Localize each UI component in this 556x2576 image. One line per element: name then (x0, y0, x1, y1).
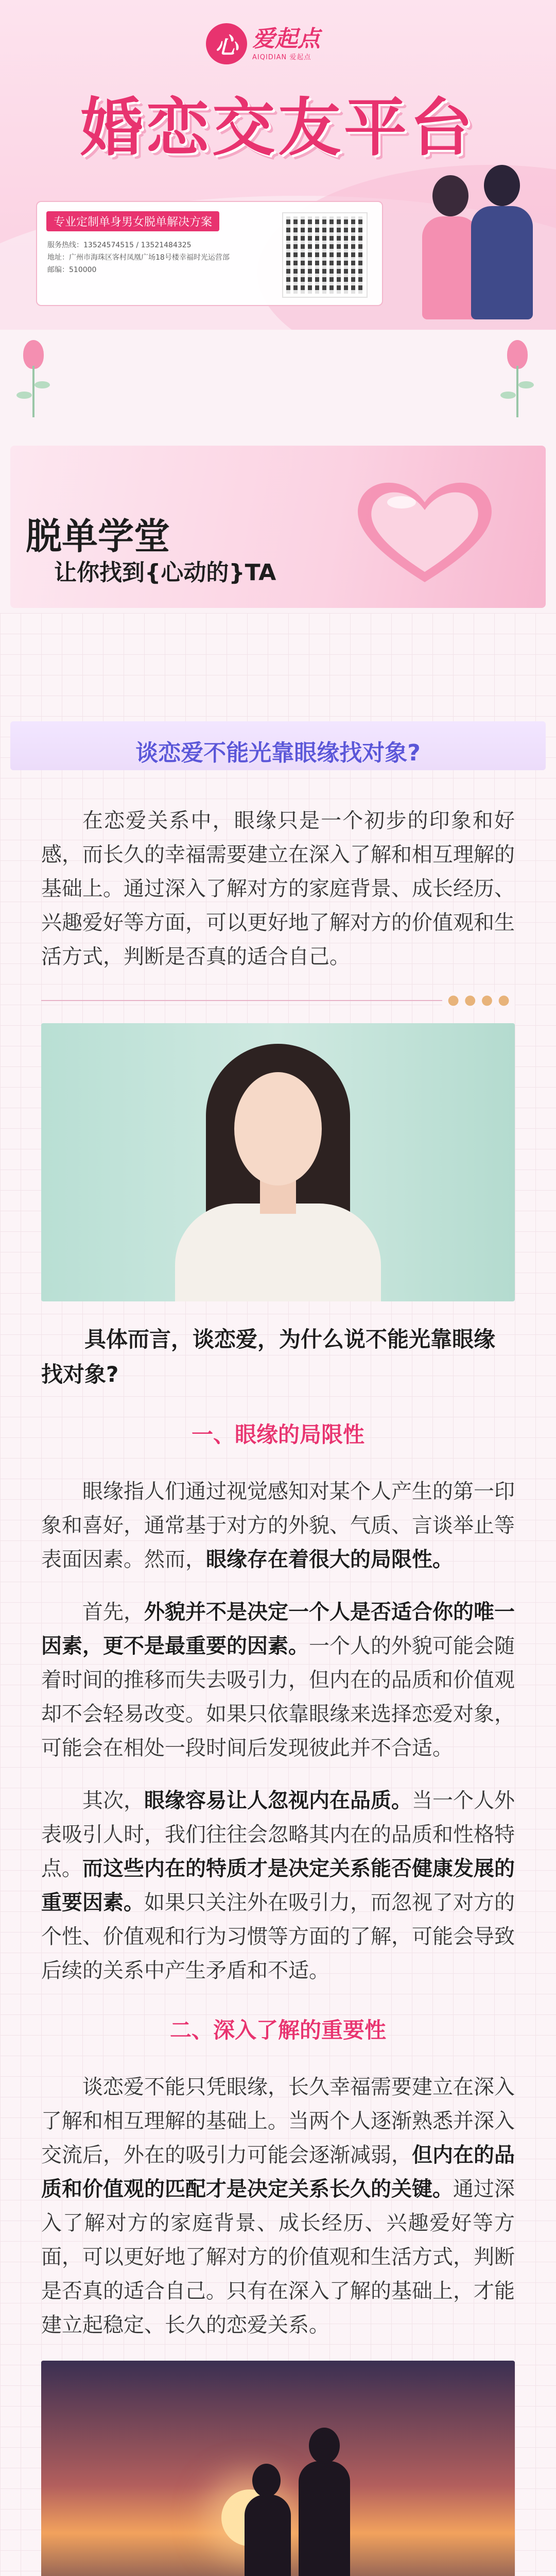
paragraph: 谈恋爱不能只凭眼缘，长久幸福需要建立在深入了解和相互理解的基础上。当两个人逐渐熟悉并深入交流后，外在的吸引力可能会逐渐减弱，但内在的品质和价值观的匹配才是决定关系长久的关键。通过深入了解对方的家庭背景、成长经历、兴趣爱好等方面，可以更好地了解对方的价值观和生活方式，判断是否真的适合自己。只有在深入了解的基础上，才能建立起稳定、长久的恋爱关系。 (41, 2075, 515, 2337)
contact-lines (47, 239, 284, 276)
heart-3d-icon (340, 466, 510, 590)
logo (206, 21, 320, 67)
intro-paragraph: 在恋爱关系中，眼缘只是一个初步的印象和好感，而长久的幸福需要建立在深入了解和相互理解的基础上。通过深入了解对方的家庭背景、成长经历、兴趣爱好等方面，可以更好地了解对方的价值观和生活方式，判断是否真的适合自己。 (41, 809, 515, 969)
man-figure (471, 206, 533, 319)
contact-line: 邮编：510000 (47, 266, 97, 274)
logo-subtitle: AIQIDIAN 爱起点 (252, 53, 311, 61)
couple-sunset-photo (41, 2361, 515, 2576)
couple-illustration (407, 155, 541, 319)
qr-code-icon[interactable] (283, 213, 367, 297)
question-title: 谈恋爱不能光靠眼缘找对象? (135, 740, 421, 766)
paragraph: 首先，外貌并不是决定一个人是否适合你的唯一因素，更不是最重要的因素。一个人的外貌可能会随着时间的推移而失去吸引力，但内在的品质和价值观却不会轻易改变。如果只依靠眼缘来选择恋爱对象，可能会在相处一段时间后发现彼此并不合适。 (41, 1600, 515, 1760)
page-title: 婚恋交友平台 (80, 91, 476, 164)
lead-question: 具体而言，谈恋爱，为什么说不能光靠眼缘找对象? (41, 1327, 496, 1387)
contact-card (36, 201, 383, 306)
header (0, 0, 556, 330)
woman-head (432, 175, 468, 216)
section-heading: 一、眼缘的局限性 (191, 1422, 364, 1447)
decor-band (0, 330, 556, 433)
section-heading: 二、深入了解的重要性 (169, 2018, 386, 2043)
logo-text (252, 27, 320, 61)
dots-icon: ●●●● (442, 992, 515, 1008)
paragraph: 其次，眼缘容易让人忽视内在品质。当一个人外表吸引人时，我们往往会忽略其内在的品质和性格特点。而这些内在的特质才是决定关系能否健康发展的重要因素。如果只关注外在吸引力，而忽视了对方的个性、价值观和行为习惯等方面的了解，可能会导致后续的关系中产生矛盾和不适。 (41, 1789, 515, 1982)
man-head (484, 165, 520, 206)
paragraph: 眼缘指人们通过视觉感知对某个人产生的第一印象和喜好，通常基于对方的外貌、气质、言谈举止等表面因素。然而，眼缘存在着很大的局限性。 (41, 1480, 515, 1571)
woman-figure (422, 216, 479, 319)
logo-name: 爱起点 (252, 25, 320, 52)
banner (10, 446, 546, 608)
article (41, 804, 515, 2576)
question-banner (10, 721, 546, 770)
logo-heart-icon: 心 (206, 23, 247, 64)
tulip-icon (494, 340, 541, 422)
tulip-icon (10, 340, 57, 422)
divider (41, 992, 515, 1008)
contact-card-label: 专业定制单身男女脱单解决方案 (46, 211, 219, 231)
banner-subtitle: 让你找到{心动的}TA (54, 560, 276, 586)
banner-title: 脱单学堂 (26, 515, 170, 557)
portrait-photo (41, 1023, 515, 1301)
contact-line: 服务热线：13524574515 / 13521484325 (47, 241, 192, 249)
contact-line: 地址：广州市海珠区客村凤凰广场18号楼幸福时光运营部 (47, 253, 230, 262)
